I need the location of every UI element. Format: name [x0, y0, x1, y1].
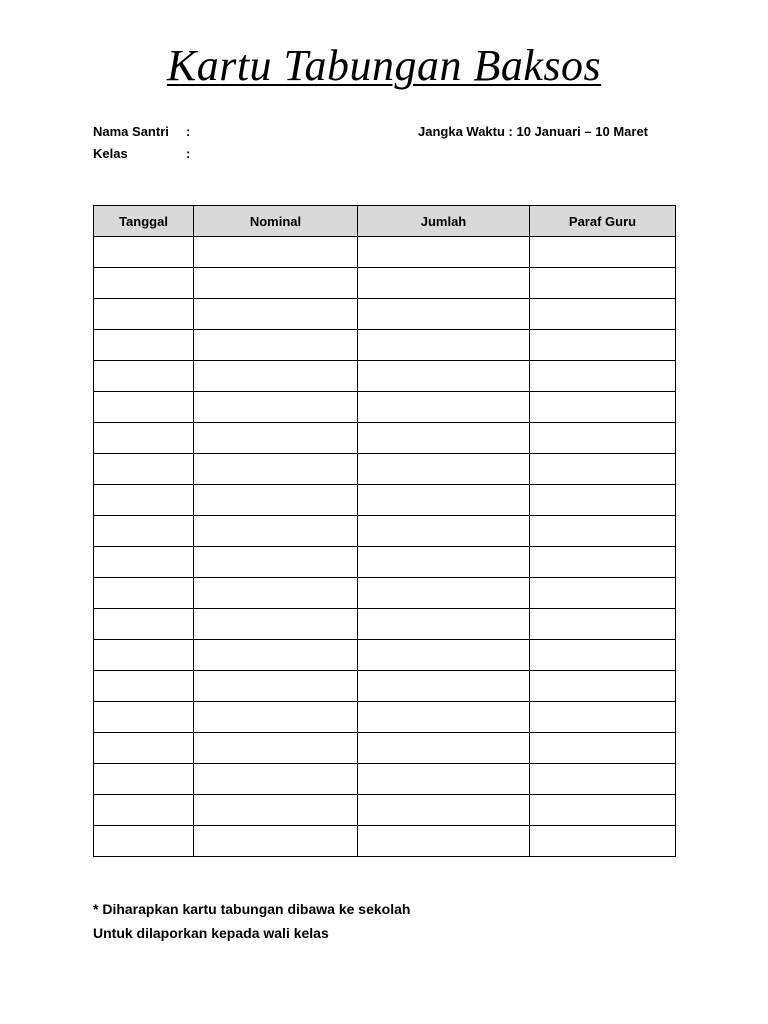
- table-row: [94, 578, 676, 609]
- student-name-colon: :: [186, 124, 191, 139]
- cell-nominal: [194, 826, 358, 857]
- cell-jumlah: [358, 299, 530, 330]
- cell-paraf-guru: [530, 733, 676, 764]
- table-row: [94, 237, 676, 268]
- table-row: [94, 826, 676, 857]
- cell-paraf-guru: [530, 485, 676, 516]
- cell-paraf-guru: [530, 361, 676, 392]
- table-row: [94, 733, 676, 764]
- header-paraf-guru: Paraf Guru: [530, 206, 676, 237]
- table-row: [94, 392, 676, 423]
- cell-paraf-guru: [530, 640, 676, 671]
- cell-nominal: [194, 299, 358, 330]
- cell-jumlah: [358, 547, 530, 578]
- cell-paraf-guru: [530, 392, 676, 423]
- cell-tanggal: [94, 609, 194, 640]
- class-label: Kelas: [93, 146, 128, 161]
- cell-tanggal: [94, 299, 194, 330]
- savings-table: [93, 205, 676, 857]
- cell-paraf-guru: [530, 516, 676, 547]
- table-row: [94, 268, 676, 299]
- cell-paraf-guru: [530, 671, 676, 702]
- table-row: [94, 547, 676, 578]
- cell-jumlah: [358, 237, 530, 268]
- cell-jumlah: [358, 454, 530, 485]
- class-row: [93, 146, 196, 162]
- cell-tanggal: [94, 454, 194, 485]
- cell-jumlah: [358, 516, 530, 547]
- cell-paraf-guru: [530, 795, 676, 826]
- cell-jumlah: [358, 795, 530, 826]
- cell-tanggal: [94, 733, 194, 764]
- cell-paraf-guru: [530, 330, 676, 361]
- cell-tanggal: [94, 423, 194, 454]
- cell-jumlah: [358, 423, 530, 454]
- cell-paraf-guru: [530, 826, 676, 857]
- cell-tanggal: [94, 237, 194, 268]
- cell-nominal: [194, 454, 358, 485]
- cell-tanggal: [94, 268, 194, 299]
- table-row: [94, 795, 676, 826]
- cell-jumlah: [358, 702, 530, 733]
- cell-paraf-guru: [530, 547, 676, 578]
- cell-jumlah: [358, 392, 530, 423]
- table-row: [94, 423, 676, 454]
- note-line-2: Untuk dilaporkan kepada wali kelas: [93, 925, 329, 941]
- cell-paraf-guru: [530, 423, 676, 454]
- cell-nominal: [194, 733, 358, 764]
- cell-tanggal: [94, 485, 194, 516]
- student-name-row: [93, 124, 196, 140]
- note-line-1: * Diharapkan kartu tabungan dibawa ke sekolah: [93, 901, 411, 917]
- cell-jumlah: [358, 609, 530, 640]
- period-text: Jangka Waktu : 10 Januari – 10 Maret: [418, 124, 649, 139]
- table-row: [94, 516, 676, 547]
- cell-tanggal: [94, 547, 194, 578]
- table-row: [94, 299, 676, 330]
- cell-nominal: [194, 795, 358, 826]
- cell-tanggal: [94, 795, 194, 826]
- cell-jumlah: [358, 764, 530, 795]
- student-name-label: Nama Santri: [93, 124, 169, 139]
- cell-nominal: [194, 609, 358, 640]
- cell-paraf-guru: [530, 299, 676, 330]
- cell-paraf-guru: [530, 702, 676, 733]
- cell-nominal: [194, 237, 358, 268]
- table-row: [94, 671, 676, 702]
- cell-paraf-guru: [530, 454, 676, 485]
- cell-nominal: [194, 268, 358, 299]
- cell-jumlah: [358, 640, 530, 671]
- document-title-text: Kartu Tabungan Baksos: [166, 41, 602, 90]
- cell-nominal: [194, 702, 358, 733]
- table-row: [94, 640, 676, 671]
- table-row: [94, 609, 676, 640]
- cell-paraf-guru: [530, 609, 676, 640]
- cell-tanggal: [94, 671, 194, 702]
- table-row: [94, 330, 676, 361]
- cell-nominal: [194, 516, 358, 547]
- cell-jumlah: [358, 671, 530, 702]
- table-body: [94, 237, 676, 857]
- document-title: [0, 38, 768, 94]
- cell-tanggal: [94, 764, 194, 795]
- cell-nominal: [194, 578, 358, 609]
- cell-jumlah: [358, 361, 530, 392]
- cell-jumlah: [358, 733, 530, 764]
- header-nominal: Nominal: [194, 206, 358, 237]
- cell-jumlah: [358, 578, 530, 609]
- cell-tanggal: [94, 516, 194, 547]
- table-row: [94, 702, 676, 733]
- table-row: [94, 361, 676, 392]
- table-header-row: [94, 206, 676, 237]
- table-row: [94, 764, 676, 795]
- cell-paraf-guru: [530, 578, 676, 609]
- cell-tanggal: [94, 361, 194, 392]
- cell-nominal: [194, 423, 358, 454]
- class-colon: :: [186, 146, 191, 161]
- cell-tanggal: [94, 330, 194, 361]
- cell-jumlah: [358, 485, 530, 516]
- cell-nominal: [194, 671, 358, 702]
- header-jumlah: Jumlah: [358, 206, 530, 237]
- cell-tanggal: [94, 578, 194, 609]
- cell-tanggal: [94, 826, 194, 857]
- cell-nominal: [194, 330, 358, 361]
- cell-paraf-guru: [530, 764, 676, 795]
- cell-tanggal: [94, 702, 194, 733]
- cell-tanggal: [94, 392, 194, 423]
- cell-paraf-guru: [530, 237, 676, 268]
- cell-tanggal: [94, 640, 194, 671]
- cell-nominal: [194, 640, 358, 671]
- cell-jumlah: [358, 826, 530, 857]
- cell-nominal: [194, 392, 358, 423]
- cell-nominal: [194, 485, 358, 516]
- cell-jumlah: [358, 268, 530, 299]
- cell-nominal: [194, 361, 358, 392]
- cell-nominal: [194, 547, 358, 578]
- table-row: [94, 485, 676, 516]
- header-tanggal: Tanggal: [94, 206, 194, 237]
- cell-paraf-guru: [530, 268, 676, 299]
- table-row: [94, 454, 676, 485]
- cell-nominal: [194, 764, 358, 795]
- cell-jumlah: [358, 330, 530, 361]
